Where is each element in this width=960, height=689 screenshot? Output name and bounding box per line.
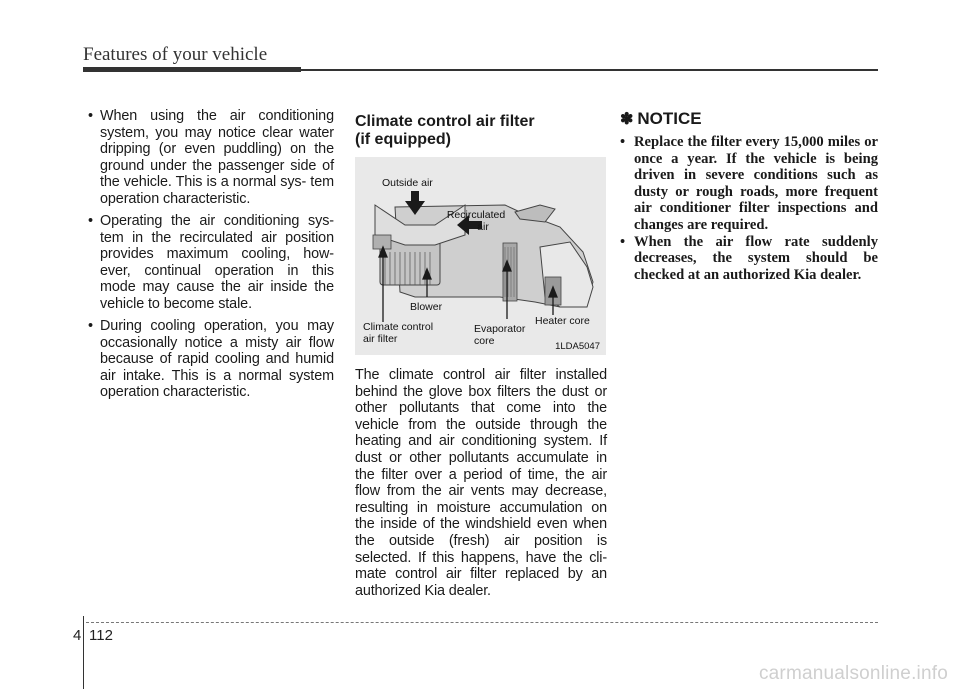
label-filter-line2: air filter (363, 333, 398, 345)
notice-item: • Replace the filter every 15,000 miles or once a year. If the vehicle is being driven in severe conditions such as dusty or rough roads, more frequent air conditioner filter inspections and changes are required. (620, 134, 878, 234)
site-watermark: carmanualsonline.info (758, 663, 948, 684)
ac-note-item: • When using the air conditioning system, you may notice clear water dripping (or even puddling) on the ground under the passenger side of the vehicle. This is a normal sys- tem operation characteristic. (88, 108, 334, 207)
figure-id: 1LDA5047 (555, 341, 600, 352)
notice-list (620, 134, 878, 283)
label-evaporator-line2: core (474, 335, 495, 347)
label-outside-air: Outside air (382, 177, 433, 189)
chapter-number: 4 (73, 627, 82, 644)
notice-star-icon: ✽ (620, 111, 634, 128)
column-right (620, 108, 878, 283)
notice-title: NOTICE (637, 109, 702, 128)
page-header-title: Features of your vehicle (83, 44, 268, 65)
label-blower: Blower (410, 301, 443, 313)
recirculation-inlet (515, 205, 555, 222)
column-middle (355, 108, 607, 599)
label-air-filter (363, 321, 433, 345)
section-heading-line2: (if equipped) (355, 131, 451, 148)
label-filter-line1: Climate control (363, 321, 434, 333)
label-recirculated-air (444, 209, 508, 233)
label-evaporator-core (474, 323, 525, 347)
footer-vertical-rule (83, 616, 84, 689)
ac-note-item: • During cooling operation, you may occasionally notice a misty air flow because of rapid cooling and humid air intake. This is a normal system operation characteristic. (88, 318, 334, 401)
ac-notes-list (88, 108, 334, 401)
ac-note-item: • Operating the air conditioning sys- tem in the recirculated air position provides maximum cooling, how- ever, continual operation in this mode may cause the air inside the vehicle to become stale. (88, 213, 334, 312)
page-number: 112 (89, 627, 113, 644)
hvac-filter-diagram (355, 157, 606, 355)
section-heading (355, 113, 607, 149)
label-heater-core: Heater core (535, 315, 590, 327)
header-rule-thin (301, 69, 878, 71)
section-heading-line1: Climate control air filter (355, 113, 535, 130)
label-recirculated-line1: Recirculated (446, 209, 506, 221)
footer-dashed-rule (86, 622, 878, 623)
filter-description: The climate control air filter installed behind the glove box filters the dust or other pollutants that come into the vehicle from the outside through the heating and air conditioning system. If dust or other pollutants accumulate in the filter over a period of time, the air flow from the air vents may decrease, resulting in moisture accumulation on the inside of the windshield even when the outside (fresh) air position is selected. If this happens, have the cli- mate control air filter replaced by an authorized Kia dealer. (355, 367, 607, 599)
label-evaporator-line1: Evaporator (474, 323, 526, 335)
notice-item: • When the air flow rate suddenly decreases, the system should be checked at an authorized Kia dealer. (620, 234, 878, 284)
notice-heading (620, 109, 878, 130)
header-rule-thick (83, 67, 301, 72)
column-left (88, 108, 334, 407)
label-recirculated-line2: air (477, 221, 489, 233)
air-filter-element (373, 235, 391, 249)
